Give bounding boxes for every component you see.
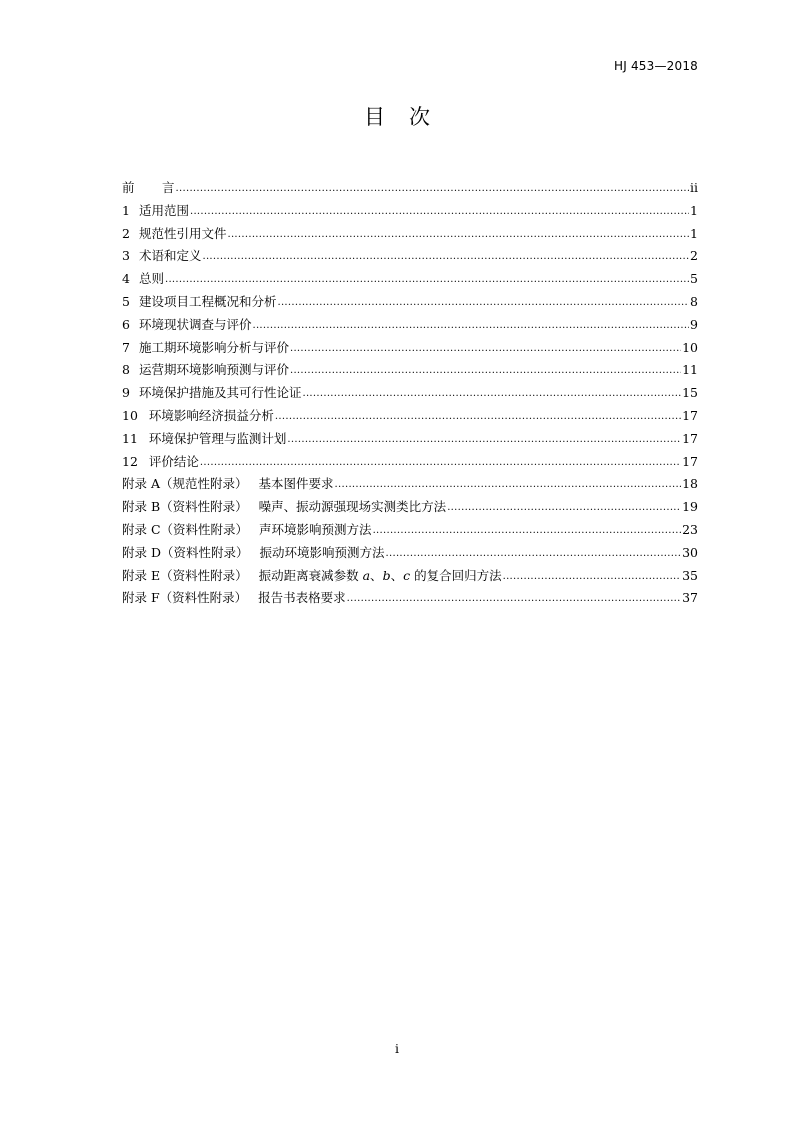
toc-section-number: 6: [122, 316, 130, 332]
toc-entry-title: [122, 382, 301, 405]
toc-entry-title: [122, 405, 274, 428]
toc-entry-title: [122, 200, 189, 223]
toc-entry-label: 环境保护管理与监测计划: [148, 430, 287, 446]
toc-page-number: 5: [690, 271, 698, 287]
toc-entry-label: 报告书表格要求: [258, 590, 346, 606]
toc-entry-label: 环境影响经济损益分析: [148, 407, 274, 423]
toc-entry-label: 振动环境影响预测方法: [259, 544, 385, 560]
toc-entry-title: [122, 359, 289, 382]
toc-entry[interactable]: [122, 382, 698, 405]
toc-entry-label: 环境保护措施及其可行性论证: [138, 385, 302, 401]
toc-page-number: 15: [682, 385, 698, 401]
toc-entry[interactable]: [122, 177, 698, 200]
dot-leader: [347, 588, 681, 611]
toc-section-number: 7: [122, 339, 130, 355]
page-number: i: [395, 1041, 399, 1056]
toc-section-number: 9: [122, 385, 130, 401]
dot-leader: [252, 315, 689, 338]
toc-entry-title: [122, 314, 251, 337]
dot-leader: [373, 520, 682, 543]
toc-entry-title: [122, 519, 372, 542]
toc-entry[interactable]: [122, 587, 698, 610]
toc-page-number: 17: [682, 407, 698, 423]
toc-entry-title: [122, 451, 199, 474]
dot-leader: [290, 338, 681, 361]
dot-leader: [165, 269, 689, 292]
toc-page-number: 23: [682, 521, 698, 537]
toc-entry-title: [122, 245, 201, 268]
toc-entry[interactable]: [122, 245, 698, 268]
toc-annex-tag: 附录 E（资料性附录）: [122, 567, 248, 583]
page-title: [0, 101, 794, 131]
toc-entry[interactable]: [122, 314, 698, 337]
toc-entry-label: 规范性引用文件: [138, 225, 227, 241]
dot-leader: [277, 292, 689, 315]
toc-section-number: 10: [122, 407, 138, 423]
toc-page-number: 1: [690, 225, 698, 241]
toc-page-number: 37: [682, 590, 698, 606]
toc-entry-title: [122, 542, 385, 565]
toc-page-number: 17: [682, 453, 698, 469]
dot-leader: [447, 497, 681, 520]
toc-page-number: 35: [682, 567, 698, 583]
dot-leader: [176, 178, 689, 201]
toc-entry[interactable]: [122, 200, 698, 223]
toc-entry[interactable]: [122, 359, 698, 382]
toc-entry-title: [122, 337, 289, 360]
toc-section-number: 5: [122, 293, 130, 309]
toc-entry-title: [122, 587, 346, 610]
toc-page-number: 11: [682, 362, 698, 378]
toc-entry-title: [122, 291, 276, 314]
toc-entry-label: 环境现状调查与评价: [138, 316, 252, 332]
dot-leader: [302, 383, 681, 406]
toc-entry-label: 评价结论: [148, 453, 199, 469]
toc-annex-tag: 附录 D（资料性附录）: [122, 544, 249, 560]
toc-section-number: 4: [122, 271, 130, 287]
dot-leader: [200, 452, 681, 475]
toc-section-number: 3: [122, 248, 130, 264]
dot-leader: [386, 543, 682, 566]
toc-entry-title: [122, 268, 164, 291]
toc-entry-title: [122, 177, 175, 200]
toc-entry[interactable]: [122, 268, 698, 291]
toc-entry-title: [122, 223, 226, 246]
toc-section-number: 2: [122, 225, 130, 241]
toc-entry[interactable]: [122, 542, 698, 565]
toc-entry-label: 振动距离衰减参数 a、b、c 的复合回归方法: [258, 567, 502, 583]
toc-page-number: 8: [690, 293, 698, 309]
toc-page-number: 17: [682, 430, 698, 446]
toc-section-number: 1: [122, 202, 130, 218]
toc-entry-label: 前言: [122, 180, 175, 195]
dot-leader: [503, 566, 682, 589]
toc-entry-label: 适用范围: [138, 202, 189, 218]
toc-entry-title: [122, 428, 286, 451]
toc-annex-tag: 附录 C（资料性附录）: [122, 521, 249, 537]
toc-entry-label: 施工期环境影响分析与评价: [138, 339, 289, 355]
dot-leader: [287, 429, 681, 452]
toc-entry-label: 运营期环境影响预测与评价: [138, 362, 289, 378]
dot-leader: [227, 224, 689, 247]
toc-entry-label: 总则: [138, 271, 164, 287]
toc-entry[interactable]: [122, 337, 698, 360]
toc-annex-tag: 附录 A（规范性附录）: [122, 476, 248, 492]
toc-section-number: 11: [122, 430, 138, 446]
toc-entry-title: [122, 565, 502, 588]
toc-entry[interactable]: [122, 451, 698, 474]
toc-page-number: 19: [682, 499, 698, 515]
dot-leader: [290, 360, 681, 383]
toc-entry[interactable]: [122, 405, 698, 428]
toc-entry-label: 噪声、振动源强现场实测类比方法: [258, 499, 447, 515]
toc-page-number: ii: [690, 180, 698, 195]
toc-entry-label: 术语和定义: [138, 248, 202, 264]
toc-entry[interactable]: [122, 496, 698, 519]
toc-entry[interactable]: [122, 428, 698, 451]
toc-page-number: 9: [690, 316, 698, 332]
toc-section-number: 12: [122, 453, 138, 469]
toc-page-number: 1: [690, 202, 698, 218]
dot-leader: [275, 406, 681, 429]
toc-entry[interactable]: [122, 473, 698, 496]
toc-page-number: 18: [682, 476, 698, 492]
toc-entry-label: 基本图件要求: [258, 476, 334, 492]
toc-entry[interactable]: [122, 565, 698, 588]
table-of-contents: [122, 177, 698, 610]
toc-page-number: 30: [682, 544, 698, 560]
toc-entry-label: 声环境影响预测方法: [259, 521, 372, 537]
toc-entry-title: [122, 496, 446, 519]
toc-page-number: 10: [682, 339, 698, 355]
toc-page-number: 2: [690, 248, 698, 264]
document-id: HJ 453—2018: [613, 59, 698, 73]
toc-section-number: 8: [122, 362, 130, 378]
toc-annex-tag: 附录 B（资料性附录）: [122, 499, 248, 515]
toc-entry-title: [122, 473, 334, 496]
dot-leader: [190, 201, 689, 224]
toc-entry-label: 建设项目工程概况和分析: [138, 293, 277, 309]
dot-leader: [202, 246, 689, 269]
title-char-2: 次: [409, 105, 430, 129]
toc-entry[interactable]: [122, 291, 698, 314]
title-char-1: 目: [364, 105, 385, 129]
toc-entry[interactable]: [122, 519, 698, 542]
dot-leader: [335, 474, 682, 497]
toc-annex-tag: 附录 F（资料性附录）: [122, 590, 248, 606]
toc-entry[interactable]: [122, 223, 698, 246]
